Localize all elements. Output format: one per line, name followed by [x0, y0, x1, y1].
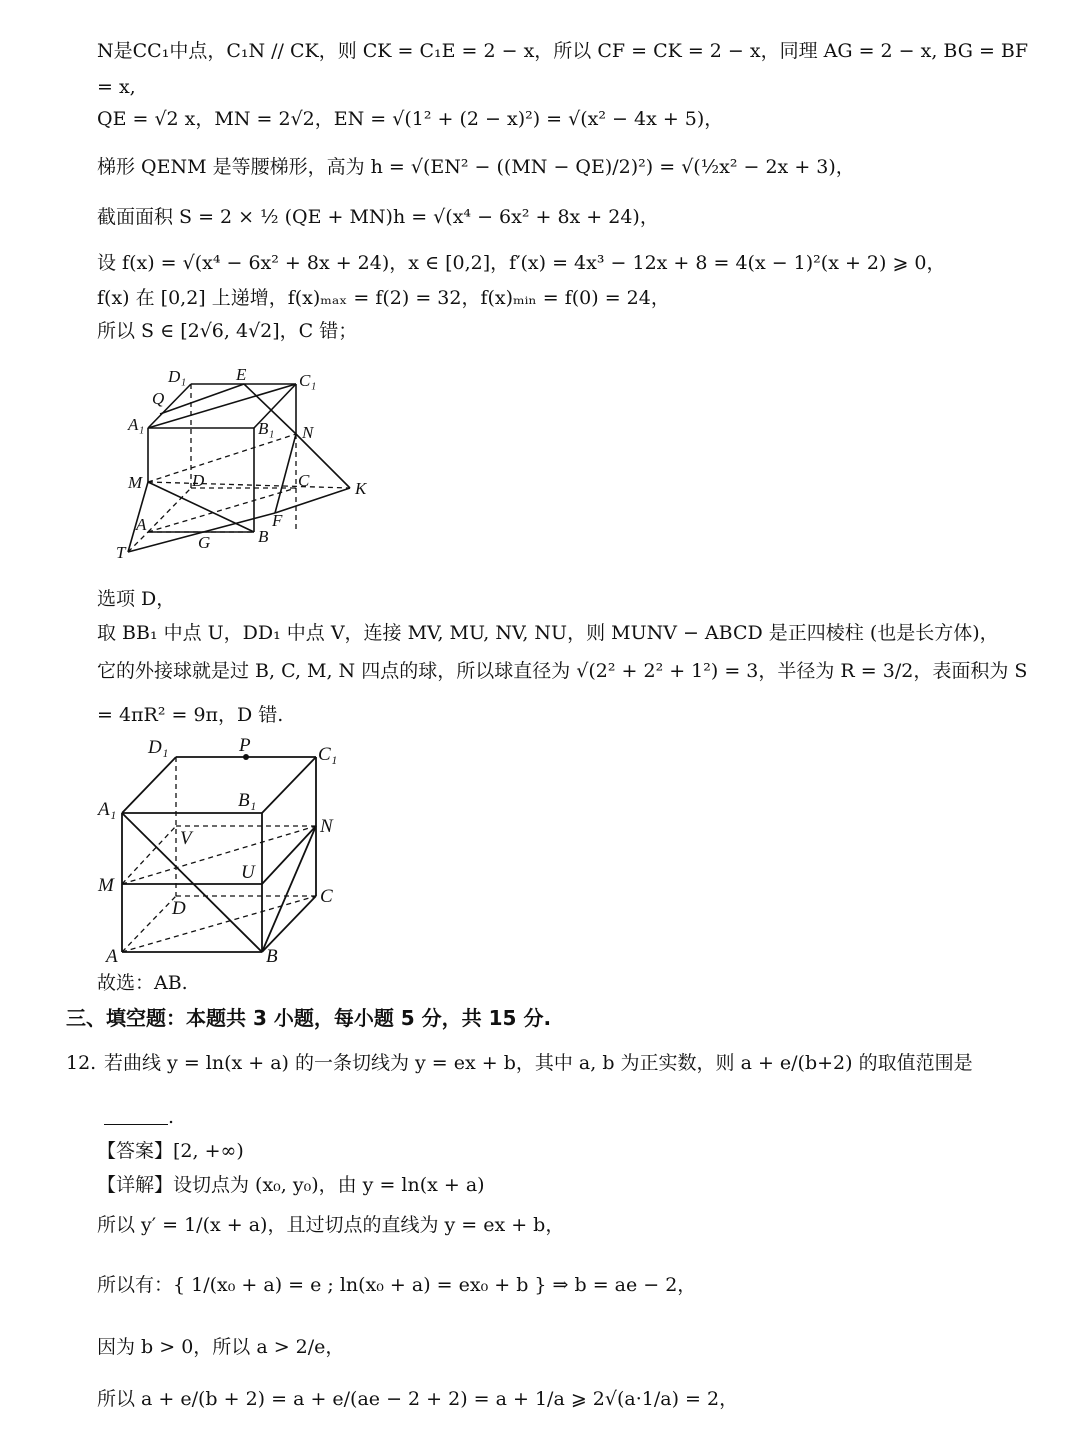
fig1-label-G: G	[198, 533, 211, 552]
fig2-label-D: D	[172, 898, 186, 919]
detail-line-4: 因为 b > 0，所以 a > 2/e，	[97, 1336, 345, 1358]
fig1-label-E: E	[236, 365, 247, 384]
fig2-label-B1: B₁	[238, 790, 257, 811]
blank-period: .	[168, 1106, 175, 1128]
fig1-label-C: C	[298, 471, 310, 490]
solution-line-5: 截面面积 S = 2 × ½ (QE + MN)h = √(x⁴ − 6x² + 8x + 24)，	[97, 206, 659, 228]
fig2-label-M: M	[98, 875, 114, 896]
fig2-label-B: B	[266, 946, 278, 967]
question-number: 12.	[66, 1052, 97, 1074]
fig1-label-B: B	[258, 527, 269, 546]
fig1-label-D1: D₁	[168, 367, 187, 386]
detail-text-1: 设切点为 (x₀, y₀)，由 y = ln(x + a)	[173, 1174, 485, 1196]
fig2-label-D1: D₁	[148, 737, 169, 758]
solution-line-1: N是CC₁中点，C₁N // CK，则 CK = C₁E = 2 − x，所以 CF = CK = 2 − x，同理 AG = 2 − x, BG = BF	[97, 40, 1029, 62]
fig1-label-A1: A₁	[128, 415, 145, 434]
detail-line-1	[97, 1170, 485, 1200]
fig1-label-M: M	[128, 473, 143, 492]
solution-line-6: 设 f(x) = √(x⁴ − 6x² + 8x + 24)，x ∈ [0,2]，f′(x) = 4x³ − 12x + 8 = 4(x − 1)²(x + 2) ⩾ 0，	[97, 252, 946, 274]
fig2-label-C: C	[320, 886, 333, 907]
fig1-label-T: T	[116, 543, 126, 562]
solution-line-3: QE = √2 x，MN = 2√2，EN = √(1² + (2 − x)²) = √(x² − 4x + 5)，	[97, 108, 724, 130]
question-12-text: 若曲线 y = ln(x + a) 的一条切线为 y = ex + b，其中 a, b 为正实数，则 a + e/(b+2) 的取值范围是	[104, 1052, 973, 1074]
answer-line	[97, 1136, 244, 1166]
fig2-label-A: A	[106, 946, 118, 967]
fig2-label-N: N	[320, 816, 333, 837]
answer-value: [2, +∞)	[173, 1140, 244, 1162]
solution-line-4: 梯形 QENM 是等腰梯形，高为 h = √(EN² − ((MN − QE)/2)²) = √(½x² − 2x + 3)，	[97, 156, 855, 178]
solution-line-7: f(x) 在 [0,2] 上递增，f(x)ₘₐₓ = f(2) = 32，f(x)ₘᵢₙ = f(0) = 24，	[97, 287, 670, 309]
option-d-line-1: 选项 D，	[97, 588, 176, 610]
conclusion-text: 故选：AB.	[97, 972, 188, 994]
fig1-label-N: N	[302, 423, 314, 442]
solution-line-2: = x,	[97, 76, 136, 98]
fig1-label-C1: C₁	[299, 371, 317, 390]
section-heading: 三、填空题：本题共 3 小题，每小题 5 分，共 15 分.	[66, 1006, 552, 1030]
detail-label: 【详解】	[97, 1174, 174, 1196]
fig2-label-A1: A₁	[98, 799, 117, 820]
fig1-label-F: F	[272, 511, 283, 530]
fig1-label-Q: Q	[152, 389, 165, 408]
fig2-label-U: U	[241, 862, 255, 883]
detail-line-5: 所以 a + e/(b + 2) = a + e/(ae − 2 + 2) = a + 1/a ⩾ 2√(a·1/a) = 2，	[97, 1388, 739, 1410]
fig1-label-B1: B₁	[258, 419, 275, 438]
option-d-line-2: 取 BB₁ 中点 U，DD₁ 中点 V，连接 MV, MU, NV, NU，则 MUNV − ABCD 是正四棱柱 (也是长方体)，	[97, 622, 999, 644]
answer-blank	[104, 1124, 168, 1125]
solution-line-8: 所以 S ∈ [2√6, 4√2]，C 错；	[97, 320, 358, 342]
fig2-label-V: V	[180, 828, 192, 849]
fig2-label-C1: C₁	[318, 744, 338, 765]
answer-label: 【答案】	[97, 1140, 174, 1162]
option-d-line-4: = 4πR² = 9π，D 错.	[97, 704, 284, 726]
detail-line-2: 所以 y′ = 1/(x + a)，且过切点的直线为 y = ex + b，	[97, 1214, 565, 1236]
fig1-label-D: D	[192, 471, 205, 490]
fig1-label-K: K	[355, 479, 367, 498]
detail-line-3: 所以有：{ 1/(x₀ + a) = e ; ln(x₀ + a) = ex₀ + b } ⇒ b = ae − 2，	[97, 1274, 697, 1296]
fig2-label-P: P	[239, 735, 251, 756]
fig1-label-A: A	[136, 515, 147, 534]
option-d-line-3: 它的外接球就是过 B, C, M, N 四点的球，所以球直径为 √(2² + 2² + 1²) = 3，半径为 R = 3/2，表面积为 S	[97, 660, 1028, 682]
